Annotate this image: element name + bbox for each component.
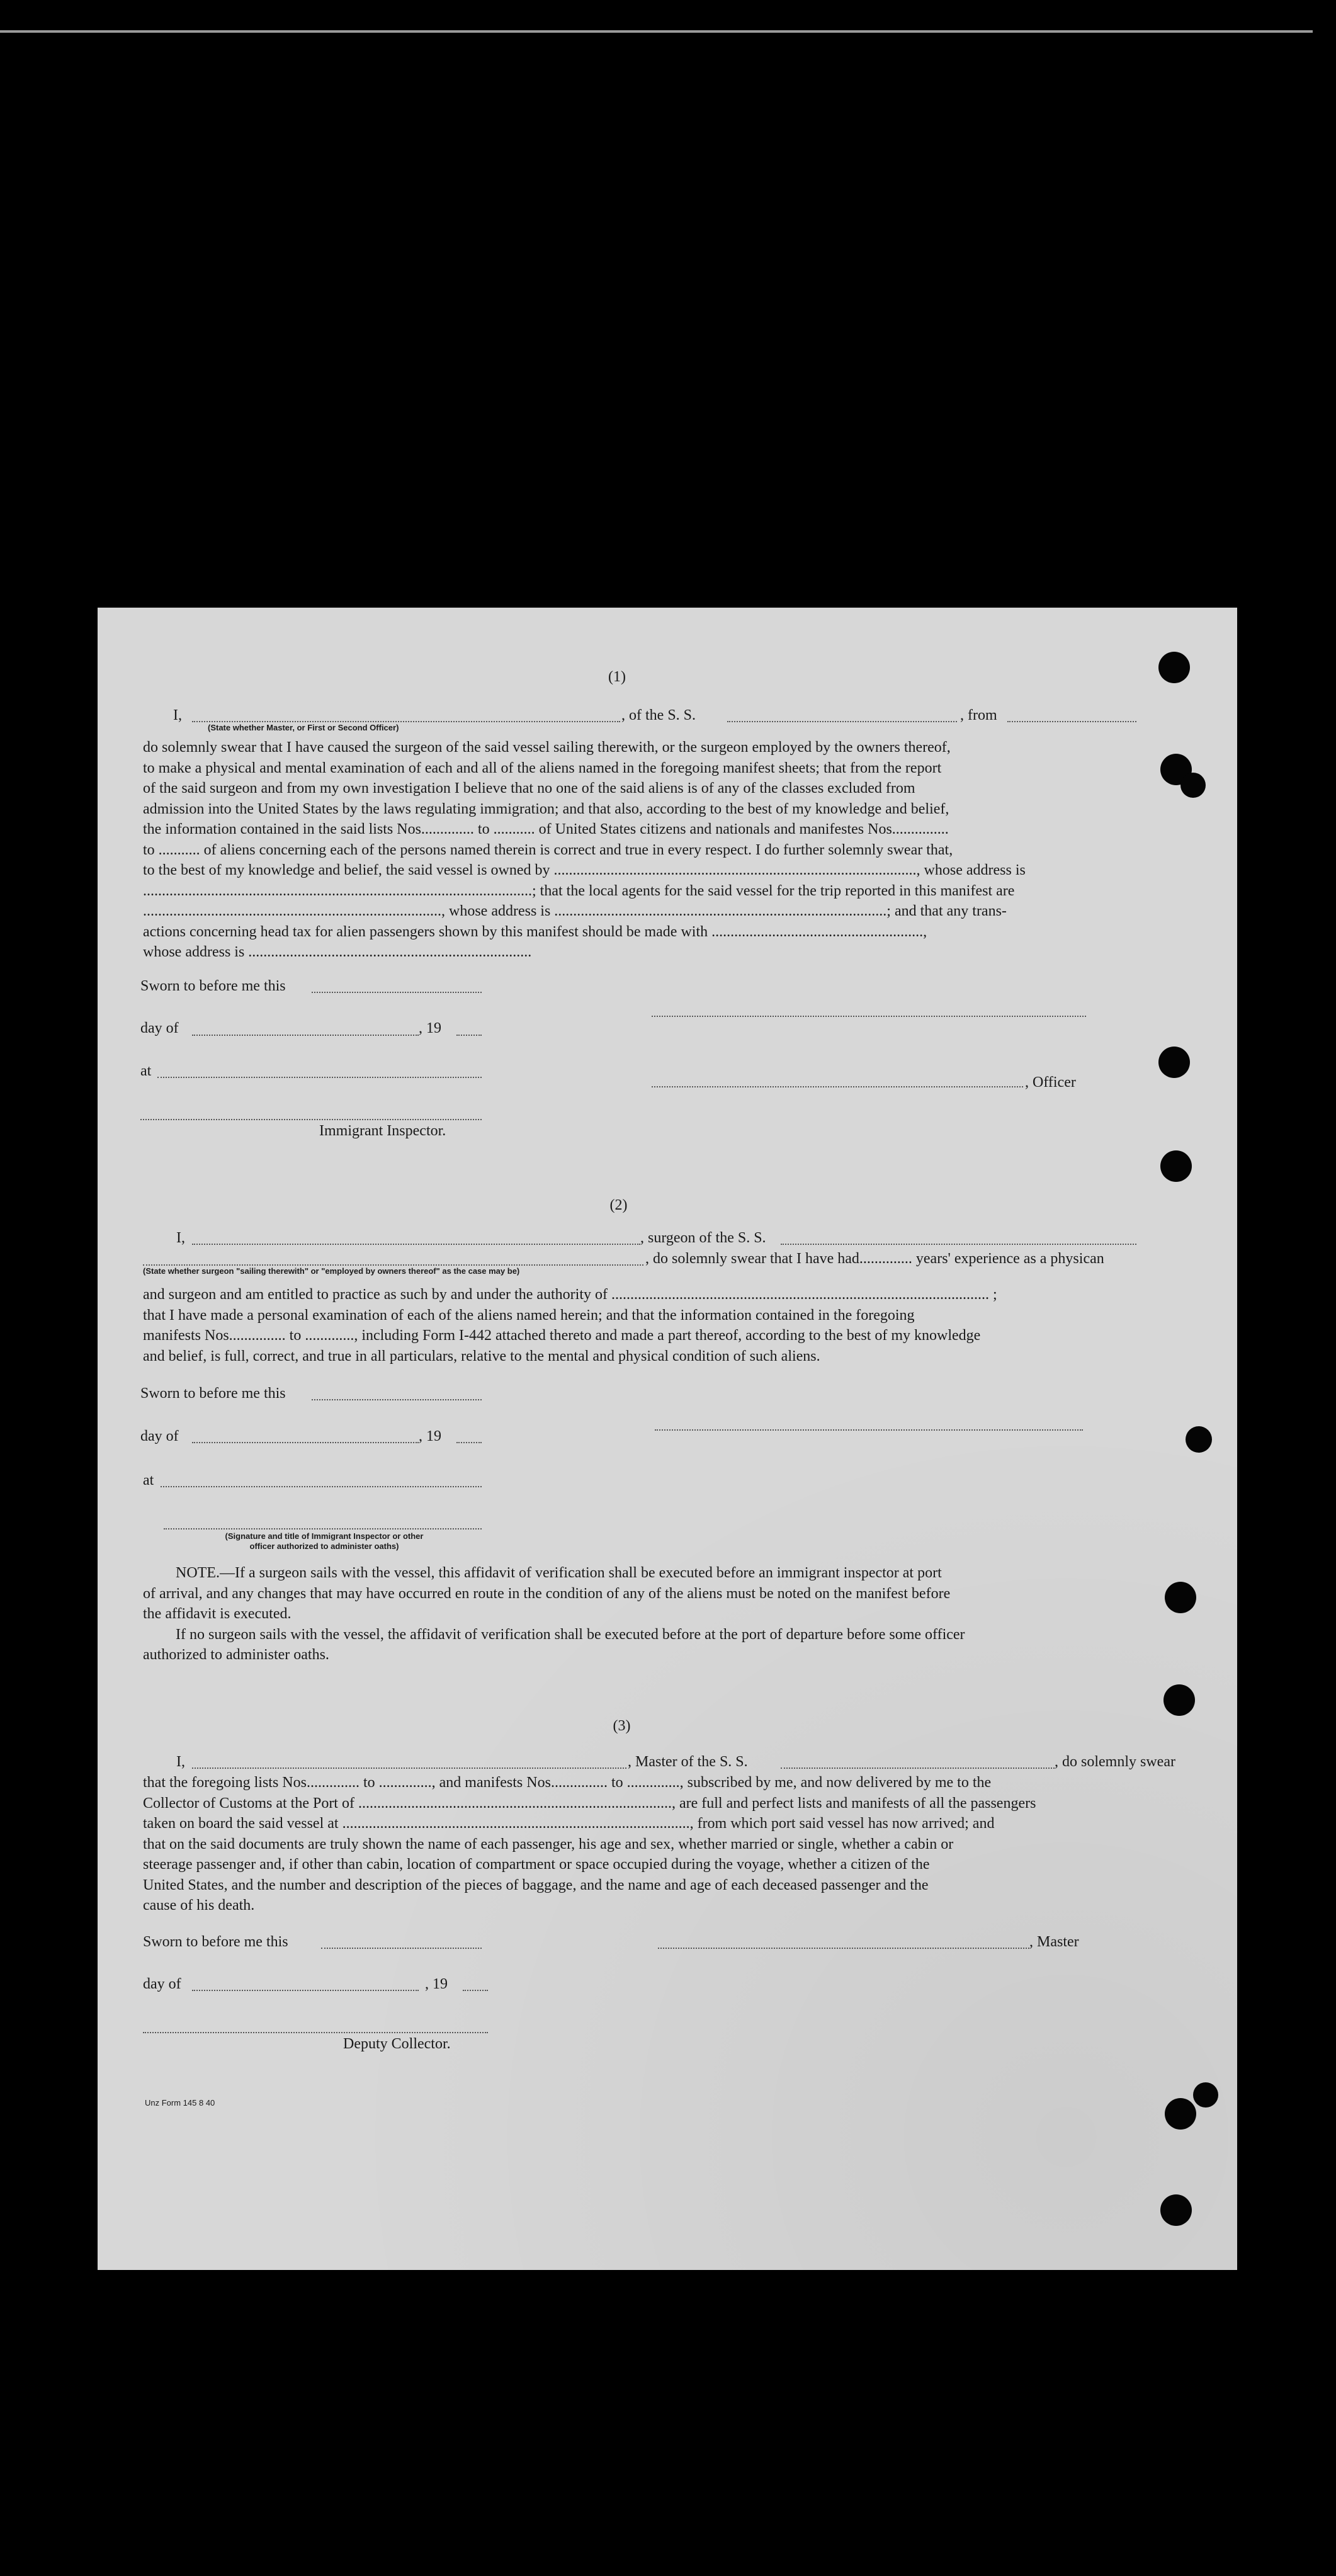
punch-hole: [1186, 1426, 1212, 1453]
master-signature-line[interactable]: [658, 1948, 1029, 1949]
officer-label: , Officer: [1025, 1074, 1076, 1091]
section-2-oath-text: and surgeon and am entitled to practice as such by and under the authority of .................................................................................................... ; that I have made a personal examination of each of the aliens named herein; and that the information contained in the foregoing manifests Nos............... to ............., including Form I-442 attached thereto and made a part thereof, according to the best of my knowledge and belief, is full, correct, and true in all particulars, relative to the mental and physical condition of such aliens.: [143, 1286, 997, 1365]
officer-note: (State whether Master, or First or Second Officer): [208, 723, 399, 732]
day-field-1[interactable]: [192, 1035, 419, 1036]
day-of-label-2: day of: [140, 1428, 179, 1444]
section-1-number: (1): [608, 669, 626, 685]
day-of-label-1: day of: [140, 1020, 179, 1036]
surgeon-name-field[interactable]: [192, 1244, 640, 1245]
master-of-label: , Master of the S. S.: [628, 1754, 748, 1770]
section-2-i: I,: [176, 1230, 185, 1246]
deputy-collector-label: Deputy Collector.: [343, 2036, 451, 2052]
section-1-i: I,: [173, 707, 182, 723]
signature-note: (Signature and title of Immigrant Inspector or other officer authorized to administer oaths): [225, 1531, 424, 1551]
inspector-signature-line-2[interactable]: [164, 1528, 482, 1529]
year-label-1: , 19: [419, 1020, 441, 1036]
surgeon-note: (State whether surgeon "sailing therewith" or "employed by owners thereof" as the case may be): [143, 1266, 520, 1276]
master-label: , Master: [1029, 1934, 1079, 1950]
surgeon-note-paragraph: NOTE.—If a surgeon sails with the vessel, this affidavit of verification shall be executed before an immigrant inspector at port of arrival, and any changes that may have occurred en route in the condition of any of the aliens must be noted on the manifest before the affidavit is executed. If no surgeon sails with the vessel, the affidavit of verification shall be executed before at the port of departure before some officer authorized to administer oaths.: [143, 1565, 965, 1663]
name-field[interactable]: [192, 721, 620, 722]
of-ss-label: , of the S. S.: [621, 707, 696, 723]
punch-hole: [1158, 1047, 1190, 1078]
collector-line[interactable]: [143, 2032, 488, 2033]
solemnly-swear-label: , do solemnly swear: [1055, 1754, 1175, 1770]
officer-signature-line[interactable]: [652, 1086, 1023, 1087]
punch-hole: [1165, 2098, 1196, 2130]
vessel-name-field-3[interactable]: [781, 1767, 1055, 1769]
section-3-i: I,: [176, 1754, 185, 1770]
day-of-label-3: day of: [143, 1976, 181, 1992]
punch-hole: [1165, 1582, 1196, 1613]
surgeon-type-field[interactable]: [143, 1264, 643, 1266]
at-label-2: at: [143, 1472, 154, 1489]
year-label-3: , 19: [425, 1976, 448, 1992]
sworn-label-2: Sworn to before me this: [140, 1385, 286, 1402]
sworn-label-1: Sworn to before me this: [140, 978, 286, 994]
sworn-date-field-2[interactable]: [312, 1399, 482, 1400]
departure-port-field[interactable]: [1007, 721, 1136, 722]
vessel-name-field-2[interactable]: [781, 1244, 1136, 1245]
manifest-page: [98, 608, 1237, 2270]
punch-hole: [1180, 773, 1206, 798]
sworn-date-field-3[interactable]: [321, 1948, 482, 1949]
signature-line-2[interactable]: [655, 1429, 1083, 1431]
from-label: , from: [960, 707, 997, 723]
year-field-2[interactable]: [456, 1442, 482, 1443]
form-number: Unz Form 145 8 40: [145, 2098, 215, 2108]
inspector-line[interactable]: [140, 1119, 482, 1120]
vessel-name-field[interactable]: [727, 721, 957, 722]
years-experience-text: , do solemnly swear that I have had.............. years' experience as a physican: [645, 1251, 1104, 1267]
day-field-3[interactable]: [192, 1990, 419, 1991]
sworn-date-field-1[interactable]: [312, 992, 482, 993]
section-3-oath-text: that the foregoing lists Nos.............. to .............., and manifests Nos............... to .............., subscribed by me, and now delivered by me to the Collector of Customs at the Port of ..................................................................................., are full and perfect lists and manifests of all the passengers taken on board the said vessel at ............................................................................................, from which port said vessel has now arrived; and that on the said documents are truly shown the name of each passenger, his age and sex, whether married or single, whether a cabin or steerage passenger and, if other than cabin, location of compartment or space occupied during the voyage, whether a citizen of the United States, and the number and description of the pieces of baggage, and the name and age of each deceased passenger and the cause of his death.: [143, 1774, 1036, 1914]
signature-line-1[interactable]: [652, 1016, 1086, 1017]
at-label-1: at: [140, 1063, 152, 1079]
section-2-number: (2): [609, 1197, 628, 1213]
section-1-oath-text: do solemnly swear that I have caused the surgeon of the said vessel sailing therewith, or the surgeon employed by the owners thereof, to make a physical and mental examination of each and all of the aliens named in the foregoing manifest sheets; that from the report of the said surgeon and from my own investigation I believe that no one of the said aliens is of any of the classes excluded from admission into the United States by the laws regulating immigration; and that also, according to the best of my knowledge and belief, the information contained in the said lists Nos.............. to ........... of United States citizens and nationals and manifestes Nos............... to ........... of aliens concerning each of the persons named therein is correct and true in every respect. I do further solemnly swear that, to the best of my knowledge and belief, the said vessel is owned by ................................................................................................, whose address is .......................................................................................................; that the local agents for the said vessel for the trip reported in this manifest are ..............................................................................., whose address is ........................................................................................; and that any trans- actions concerning head tax for alien passengers shown by this manifest should be made with ........................................................, whose address is ...........................................................................: [143, 739, 1026, 960]
sworn-label-3: Sworn to before me this: [143, 1934, 288, 1950]
punch-hole: [1160, 2194, 1192, 2226]
punch-hole: [1193, 2082, 1218, 2108]
year-field-1[interactable]: [456, 1035, 482, 1036]
section-3-number: (3): [613, 1718, 631, 1734]
master-name-field[interactable]: [192, 1767, 626, 1769]
immigrant-inspector-label: Immigrant Inspector.: [319, 1123, 446, 1139]
surgeon-of-label: , surgeon of the S. S.: [640, 1230, 766, 1246]
year-label-2: , 19: [419, 1428, 441, 1444]
day-field-2[interactable]: [192, 1442, 419, 1443]
punch-hole: [1158, 652, 1190, 683]
punch-hole: [1160, 1150, 1192, 1182]
year-field-3[interactable]: [463, 1990, 488, 1991]
punch-hole: [1163, 1684, 1195, 1716]
at-field-1[interactable]: [157, 1077, 482, 1078]
top-border-line: [0, 30, 1313, 33]
at-field-2[interactable]: [161, 1486, 482, 1487]
